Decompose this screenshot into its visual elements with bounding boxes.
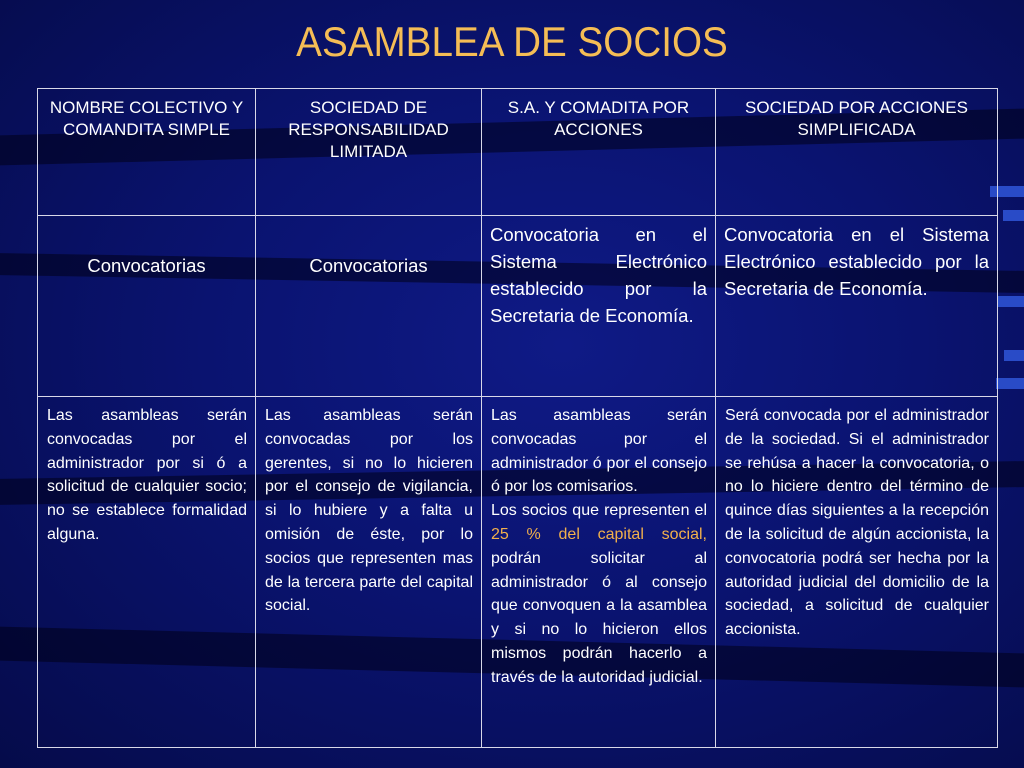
header-cell-nombre-colectivo: NOMBRE COLECTIVO Y COMANDITA SIMPLE bbox=[38, 89, 256, 216]
convocatorias-cell-col3: Convocatoria en el Sistema Electrónico establecido por la Secretaria de Economía. bbox=[482, 216, 716, 397]
header-cell-sa-comandita: S.A. Y COMADITA POR ACCIONES bbox=[482, 89, 716, 216]
header-row bbox=[38, 89, 998, 216]
details-cell-col4: Será convocada por el administrador de la sociedad. Si el administrador se rehúsa a hacer la convocatoria, o no lo hiciere dentro del término de quince días siguientes a la recepción de la solicitud de algún accionista, la convocatoria podrá ser hecha por la autoridad judicial del domicilio de la sociedad, a solicitud de cualquier accionista. bbox=[716, 397, 998, 748]
header-cell-acciones-simplificada: SOCIEDAD POR ACCIONES SIMPLIFICADA bbox=[716, 89, 998, 216]
background-dash bbox=[1004, 350, 1024, 361]
details-cell-col1: Las asambleas serán convocadas por el administrador por si ó a solicitud de cualquier socio; no se establece formalidad alguna. bbox=[38, 397, 256, 748]
convocatorias-cell-col2: Convocatorias bbox=[256, 216, 482, 397]
details-cell-col2: Las asambleas serán convocadas por los gerentes, si no lo hicieren por el consejo de vigilancia, si lo hubiere y a falta u omisión de éste, por lo socios que representen mas de la tercera parte del capital social. bbox=[256, 397, 482, 748]
background-dash bbox=[996, 378, 1024, 389]
slide-title: ASAMBLEA DE SOCIOS bbox=[296, 18, 728, 65]
details-col3-highlight: 25 % del capital social, bbox=[491, 525, 707, 543]
header-cell-responsabilidad-limitada: SOCIEDAD DE RESPONSABILIDAD LIMITADA bbox=[256, 89, 482, 216]
convocatorias-cell-col1: Convocatorias bbox=[38, 216, 256, 397]
details-col3-paragraph-1: Las asambleas serán convocadas por el administrador ó por el consejo ó por los comisarios. bbox=[491, 407, 707, 496]
convocatorias-row bbox=[38, 216, 998, 397]
details-row bbox=[38, 397, 998, 748]
background-dash bbox=[1003, 210, 1024, 221]
details-col3-text-after: podrán solicitar al administrador ó al consejo que convoquen a la asamblea y si no lo hicieron ellos mismos podrán hacerlo a través de la autoridad judicial. bbox=[491, 549, 707, 686]
comparison-table bbox=[37, 88, 998, 748]
details-col3-paragraph-2 bbox=[491, 499, 707, 689]
background-dash bbox=[998, 296, 1024, 307]
details-col3-text-before: Los socios que representen el bbox=[491, 502, 707, 520]
details-cell-col3 bbox=[482, 397, 716, 748]
convocatorias-cell-col4: Convocatoria en el Sistema Electrónico establecido por la Secretaria de Economía. bbox=[716, 216, 998, 397]
